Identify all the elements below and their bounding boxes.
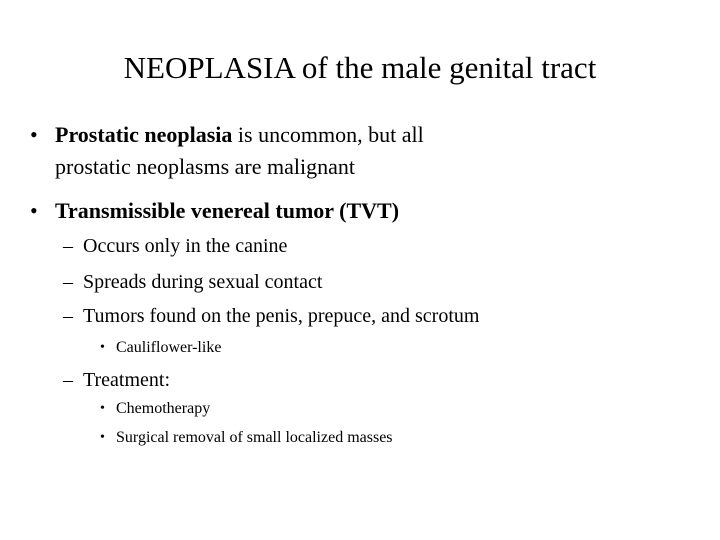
sub-bullet-text: Spreads during sexual contact — [83, 271, 323, 293]
sub-sub-bullet-text: Surgical removal of small localized masses — [116, 429, 393, 446]
sub-sub-bullet — [100, 428, 660, 448]
bullet-marker: • — [30, 122, 38, 147]
bullet-marker: • — [100, 340, 105, 355]
sub-bullet — [63, 234, 683, 258]
dash-marker: – — [63, 235, 73, 257]
dash-marker: – — [63, 271, 73, 293]
sub-bullet-text: Tumors found on the penis, prepuce, and scrotum — [83, 305, 480, 327]
sub-sub-bullet — [100, 399, 660, 419]
bullet-marker: • — [100, 430, 105, 445]
bullet-tvt — [30, 196, 690, 226]
bold-term: Transmissible venereal tumor (TVT) — [55, 198, 400, 223]
dash-marker: – — [63, 305, 73, 327]
sub-bullet — [63, 304, 683, 328]
dash-marker: – — [63, 369, 73, 391]
sub-bullet-text: Occurs only in the canine — [83, 235, 288, 257]
bullet-text: is uncommon, but all — [232, 122, 424, 147]
bullet-prostatic-neoplasia — [30, 120, 690, 180]
bullet-marker: • — [100, 401, 105, 416]
sub-sub-bullet — [100, 338, 660, 358]
sub-sub-bullet-text: Cauliflower-like — [116, 339, 222, 356]
sub-bullet-treatment — [63, 368, 683, 392]
bullet-marker: • — [30, 198, 38, 223]
bullet-text-continued: prostatic neoplasms are malignant — [55, 154, 355, 179]
sub-bullet — [63, 270, 683, 294]
sub-sub-bullet-text: Chemotherapy — [116, 400, 211, 417]
bold-term: Prostatic neoplasia — [55, 122, 233, 147]
slide-title: NEOPLASIA of the male genital tract — [123, 50, 597, 85]
sub-bullet-text: Treatment: — [83, 369, 171, 391]
